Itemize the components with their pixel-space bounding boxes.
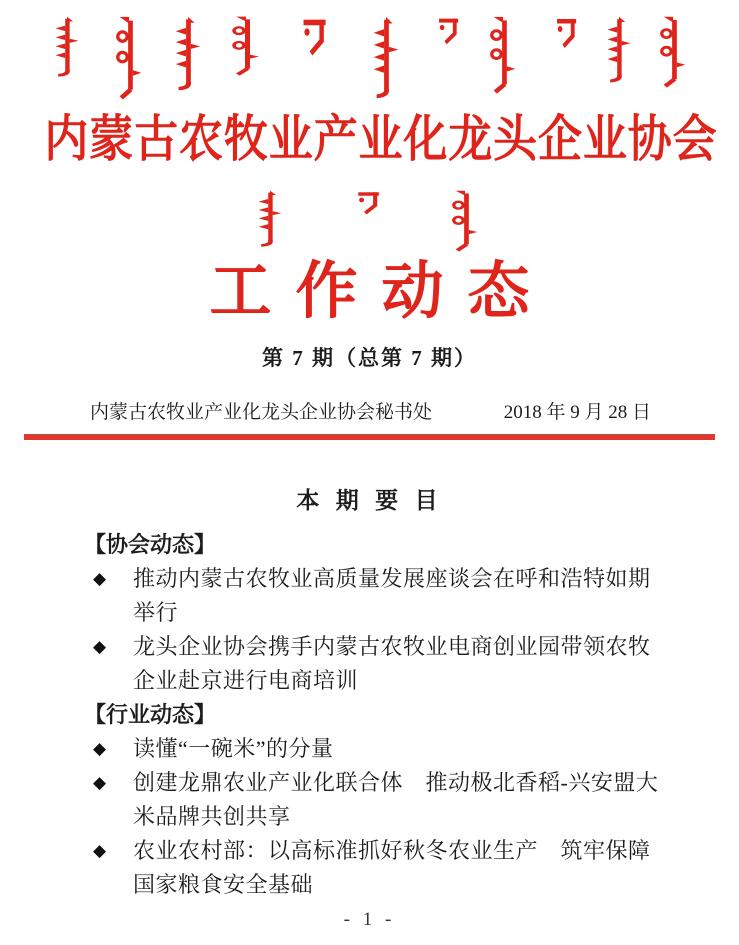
toc-item-text: 农业农村部：以高标准抓好秋冬农业生产 筑牢保障国家粮食安全基础 xyxy=(133,838,651,897)
diamond-bullet-icon: ◆ xyxy=(93,739,107,758)
toc-item xyxy=(86,834,659,902)
mongolian-script-band-middle xyxy=(245,190,495,254)
toc-item xyxy=(86,630,659,698)
toc-heading: 本 期 要 目 xyxy=(296,487,443,513)
diamond-bullet-icon: ◆ xyxy=(93,773,107,792)
masthead-divider-rule xyxy=(24,434,715,440)
diamond-bullet-icon: ◆ xyxy=(93,841,107,860)
toc-item-text: 推动内蒙古农牧业高质量发展座谈会在呼和浩特如期举行 xyxy=(133,566,651,625)
toc-section-association-news: 【协会动态】 xyxy=(84,532,217,557)
toc-item-text: 龙头企业协会携手内蒙古农牧业电商创业园带领农牧企业赴京进行电商培训 xyxy=(133,634,651,693)
page-number: - 1 - xyxy=(343,909,396,930)
publisher-row xyxy=(90,400,651,426)
diamond-bullet-icon: ◆ xyxy=(93,637,107,656)
publisher-name: 内蒙古农牧业产业化龙头企业协会秘书处 xyxy=(90,402,433,423)
toc-item xyxy=(86,562,659,630)
toc-item xyxy=(86,766,659,834)
issue-number-line: 第 7 期（总第 7 期） xyxy=(262,346,477,370)
mongolian-script-band-top xyxy=(50,16,690,102)
toc-list xyxy=(86,528,659,902)
toc-item-text: 读懂“一碗米”的分量 xyxy=(133,736,334,761)
org-title: 内蒙古农牧业产业化龙头企业协会 xyxy=(44,111,718,167)
toc-item xyxy=(86,732,659,766)
publish-date: 2018 年 9 月 28 日 xyxy=(503,402,651,423)
bulletin-title: 工作动态 xyxy=(209,258,554,326)
diamond-bullet-icon: ◆ xyxy=(93,569,107,588)
toc-item-text: 创建龙鼎农业产业化联合体 推动极北香稻-兴安盟大米品牌共创共享 xyxy=(133,770,659,829)
toc-section-industry-news: 【行业动态】 xyxy=(84,702,217,727)
